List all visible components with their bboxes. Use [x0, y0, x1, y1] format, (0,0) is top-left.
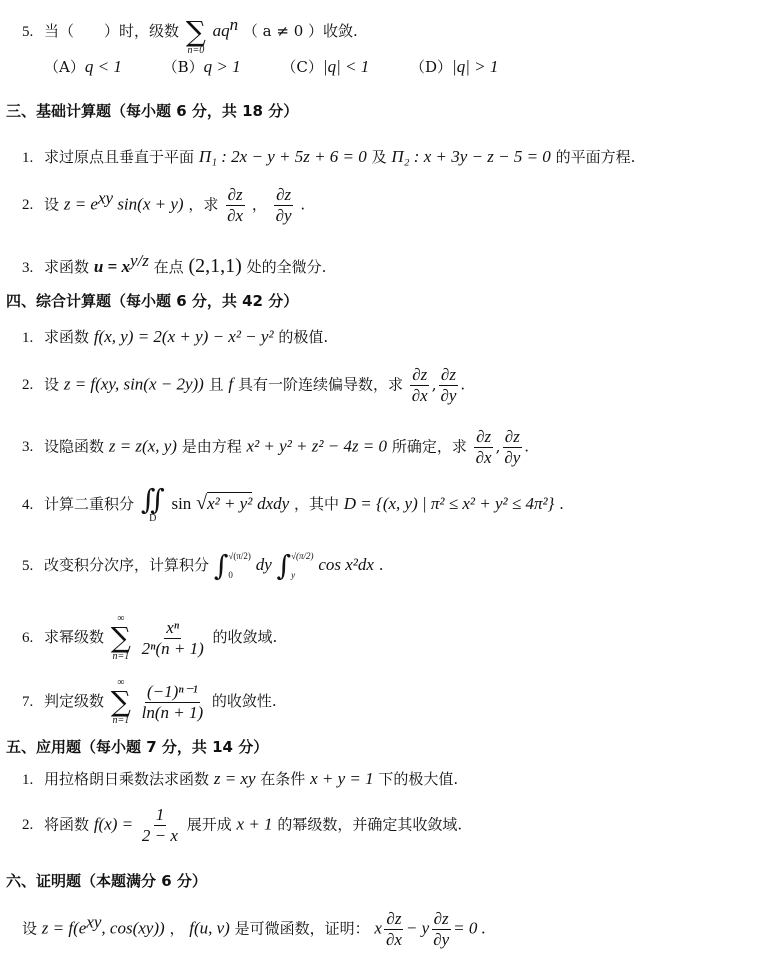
section-4-title: 四、综合计算题（每小题 6 分，共 42 分）	[6, 292, 299, 310]
partial-z-x: $\frac{\partial z}{\partial x}$	[227, 185, 244, 225]
s4-q3: 3. 设隐函数 z = z(x, y) 是由方程 x² + y² + z² − 4z = 0 所确定，求 $\frac{\partial z}{\partial x}$ , $\frac{\partial z}{\partial y}$ .	[22, 427, 530, 467]
section-6-title: 六、证明题（本题满分 6 分）	[6, 872, 207, 890]
s5-q1: 1. 用拉格朗日乘数法求函数 z = xy 在条件 x + y = 1 下的极大值.	[22, 769, 459, 788]
option-c: （C）|q| < 1	[281, 57, 370, 76]
s4-q5: 5. 改变积分次序，计算积分 ∫ √(π/2) 0 dy ∫ √(π/2) y cos x²dx .	[22, 549, 384, 582]
s3-q3: 3. 求函数 $u = x^{y/z}$ 在点 (2,1,1) 处的全微分.	[22, 251, 327, 277]
s5-q2: 2. 将函数 f(x) = $\frac{1}{2 - x}$ 展开成 x + 1 的幂级数，并确定其收敛域.	[22, 805, 463, 845]
section-5-title: 五、应用题（每小题 7 分，共 14 分）	[6, 738, 269, 756]
partial-z-y: $\frac{\partial z}{\partial y}$	[275, 185, 292, 225]
s4-q4: 4. 计算二重积分 ∬ D sin √x² + y² dxdy ，其中 D = {(x, y) | π² ≤ x² + y² ≤ 4π²} .	[22, 483, 564, 524]
s4-q2: 2. 设 z = f(xy, sin(x − 2y)) 且 f 具有一阶连续偏导数，求 $\frac{\partial z}{\partial x}$ , $\frac{\partial z}{\partial y}$ .	[22, 365, 466, 405]
s4-q6: 6. 求幂级数 ∞ ∑ n=1 $\frac{\text{xⁿ}}{\text{2ⁿ(n + 1)}}$ 的收敛域.	[22, 613, 278, 662]
s6-proof: 设 $z = f(e^{xy}$, cos(xy)) ， f(u, v) 是可微函数，证明： x $\frac{\partial z}{\partial x}$ − y $\frac{\partial z}{\partial y}$ = 0 .	[22, 909, 486, 949]
s4-q7: 7. 判定级数 ∞ ∑ n=1 $\frac{\text{(−1)ⁿ⁻¹}}{\ln(n + 1)}$ 的收敛性.	[22, 677, 277, 726]
s4-q1: 1. 求函数 f(x, y) = 2(x + y) − x² − y² 的极值.	[22, 327, 329, 346]
q5-options	[44, 58, 534, 75]
option-a: （A）q < 1	[44, 57, 122, 76]
s3-q1: 1. 求过原点且垂直于平面 Π₁ : 2x − y + 5z + 6 = 0 及 Π₂ : x + 3y − z − 5 = 0 的平面方程.	[22, 147, 636, 166]
q5-number: 5.	[22, 24, 34, 40]
section-3-title: 三、基础计算题（每小题 6 分，共 18 分）	[6, 102, 299, 120]
q5-condition: （ a ≠ 0 ）收敛.	[242, 22, 358, 40]
q5-line: 5. 当（ ）时，级数 ∑ n=0 $aq^n$ （ a ≠ 0 ）收敛.	[22, 8, 358, 56]
option-b: （B）q > 1	[162, 57, 241, 76]
q5-prefix: 当（ ）时，级数	[44, 22, 180, 40]
q5-sum: ∑ n=0	[185, 15, 206, 56]
option-d: （D）|q| > 1	[410, 57, 499, 76]
s3-q2: 2. 设 $z = e^{xy}$ sin(x + y) ，求 $\frac{\partial z}{\partial x}$ ， $\frac{\partial z}{\partial y}$ .	[22, 185, 306, 225]
double-integral: ∬ D	[140, 483, 165, 524]
